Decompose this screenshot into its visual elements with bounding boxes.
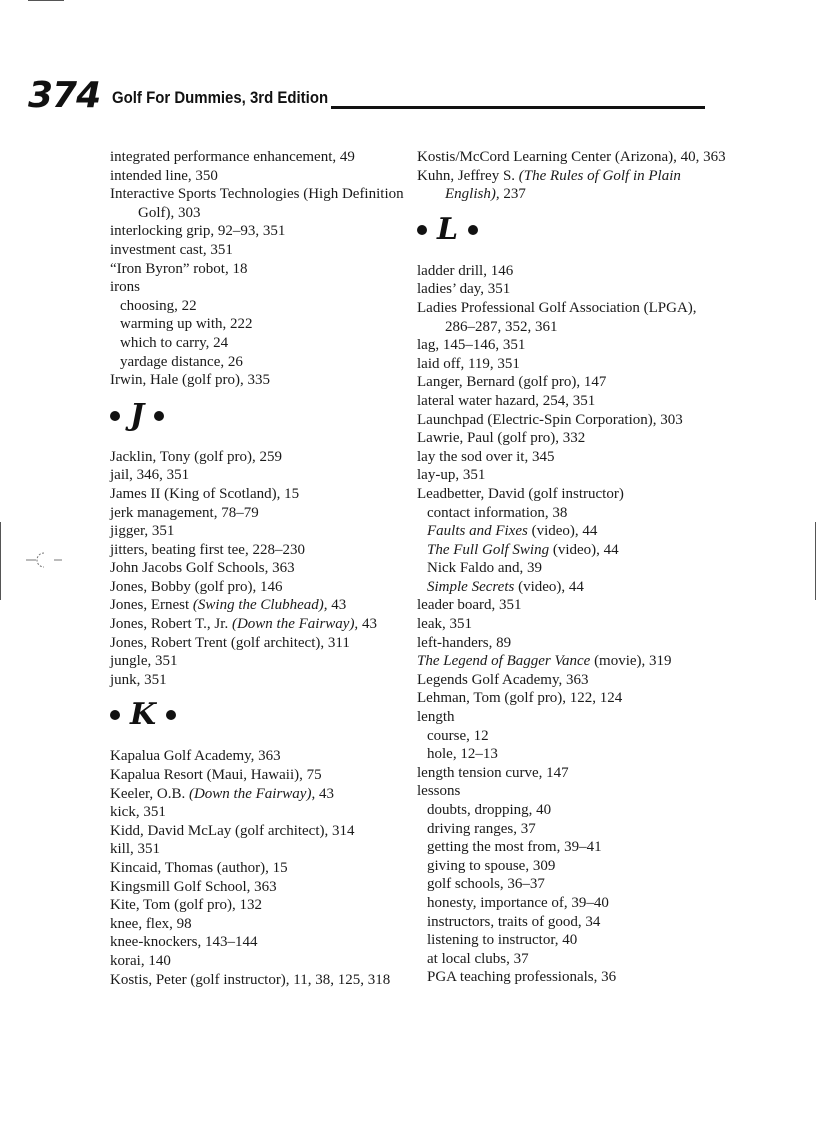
index-entry: Leadbetter, David (golf instructor) [417,485,624,502]
index-subentry: course, 12 [427,727,489,744]
bullet-icon [110,411,120,421]
index-entry: Jones, Robert Trent (golf architect), 311 [110,634,350,651]
index-subentry: Nick Faldo and, 39 [427,560,542,577]
index-subentry: listening to instructor, 40 [427,932,578,949]
index-subentry: Faults and Fixes (video), 44 [427,523,598,540]
index-entry: Legends Golf Academy, 363 [417,671,589,688]
index-entry: kill, 351 [110,841,161,858]
index-entry: lay the sod over it, 345 [417,448,555,465]
index-subentry: doubts, dropping, 40 [427,802,552,818]
index-subentry: The Full Golf Swing (video), 44 [427,541,619,558]
section-heading-l [417,206,717,254]
section-letter: J [130,397,145,433]
index-entry: Kidd, David McLay (golf architect), 314 [110,822,355,839]
index-entry: Keeler, O.B. (Down the Fairway), 43 [110,785,334,802]
index-entry: jigger, 351 [110,523,175,540]
index-entry: ladies’ day, 351 [417,281,511,298]
index-subentry: instructors, traits of good, 34 [427,913,601,930]
index-subentry: choosing, 22 [120,297,197,314]
section-letter: K [130,697,157,733]
index-entry: Ladies Professional Golf Association (LPGA), 286–287, 352, 361 [417,299,697,335]
index-entry: jerk management, 78–79 [110,504,259,521]
index-entry: length tension curve, 147 [417,764,569,781]
page-header [28,76,708,116]
index-entry: jungle, 351 [110,653,178,670]
index-entry: Launchpad (Electric-Spin Corporation), 303 [417,411,683,428]
index-entry: Lawrie, Paul (golf pro), 332 [417,430,586,447]
bullet-icon [468,225,478,235]
crop-mark-top [28,0,64,1]
bullet-icon [154,411,164,421]
crop-mark-left [0,522,1,600]
index-entry: left-handers, 89 [417,634,512,651]
index-entry: “Iron Byron” robot, 18 [110,260,248,277]
index-entry: Kapalua Golf Academy, 363 [110,748,281,765]
index-subentry: hole, 12–13 [427,746,498,763]
index-entry: irons [110,279,140,296]
registration-mark-icon [24,548,64,572]
index-entry: jail, 346, 351 [110,467,190,484]
index-column-left [110,148,410,989]
index-entry: lessons [417,783,461,800]
index-entry: Kuhn, Jeffrey S. (The Rules of Golf in Plain English), 237 [417,167,681,203]
index-entry: integrated performance enhancement, 49 [110,149,355,165]
index-subentry: yardage distance, 26 [120,353,243,370]
index-entry: Lehman, Tom (golf pro), 122, 124 [417,690,623,707]
index-subentry: warming up with, 222 [120,316,253,333]
index-subentry: Simple Secrets (video), 44 [427,578,584,595]
index-entry: interlocking grip, 92–93, 351 [110,223,286,240]
index-subentry: getting the most from, 39–41 [427,839,602,856]
index-entry: The Legend of Bagger Vance (movie), 319 [417,653,672,670]
index-entry: korai, 140 [110,952,171,969]
index-entry: jitters, beating first tee, 228–230 [110,541,305,558]
index-entry: lag, 145–146, 351 [417,337,526,354]
index-entry: Kingsmill Golf School, 363 [110,878,277,895]
index-entry: Jones, Robert T., Jr. (Down the Fairway), 43 [110,616,377,633]
index-entry: lay-up, 351 [417,467,486,484]
index-entry: knee-knockers, 143–144 [110,934,258,951]
index-entry: laid off, 119, 351 [417,355,520,372]
index-subentry: honesty, importance of, 39–40 [427,894,609,911]
index-entry: length [417,709,455,726]
index-entry: investment cast, 351 [110,241,233,258]
index-subentry: golf schools, 36–37 [427,876,545,893]
index-entry: kick, 351 [110,804,166,821]
index-entry: Jacklin, Tony (golf pro), 259 [110,448,282,465]
index-entry: Interactive Sports Technologies (High Definition Golf), 303 [110,186,404,221]
index-subentry: contact information, 38 [427,504,568,521]
index-subentry: driving ranges, 37 [427,820,536,837]
index-column-right [417,148,726,987]
section-heading-j [110,392,410,440]
book-title: Golf For Dummies, 3rd Edition [112,88,329,107]
index-entry: intended line, 350 [110,167,218,184]
index-entry: James II (King of Scotland), 15 [110,485,300,502]
index-entry: leader board, 351 [417,597,522,614]
index-subentry: which to carry, 24 [120,334,229,351]
header-rule [331,106,705,109]
index-entry: Kincaid, Thomas (author), 15 [110,860,288,876]
index-entry: lateral water hazard, 254, 351 [417,392,596,409]
bullet-icon [417,225,427,235]
index-entry: junk, 351 [110,671,167,688]
index-entry: ladder drill, 146 [417,262,514,279]
index-entry: Langer, Bernard (golf pro), 147 [417,374,607,391]
section-letter: L [437,211,459,247]
index-entry: leak, 351 [417,616,472,633]
index-entry: Irwin, Hale (golf pro), 335 [110,372,270,389]
index-subentry: PGA teaching professionals, 36 [427,969,617,986]
index-entry: Jones, Bobby (golf pro), 146 [110,578,283,595]
index-subentry: at local clubs, 37 [427,950,529,967]
page-number: 374 [28,75,101,116]
bullet-icon [110,710,120,720]
index-entry: Kostis, Peter (golf instructor), 11, 38, 125, 318 [110,971,391,988]
index-entry: knee, flex, 98 [110,915,192,932]
index-entry: Kite, Tom (golf pro), 132 [110,897,262,914]
index-entry: Kostis/McCord Learning Center (Arizona), 40, 363 [417,149,726,165]
index-entry: Kapalua Resort (Maui, Hawaii), 75 [110,767,322,784]
index-entry: John Jacobs Golf Schools, 363 [110,560,295,577]
index-entry: Jones, Ernest (Swing the Clubhead), 43 [110,597,347,614]
section-heading-k [110,691,410,739]
bullet-icon [166,710,176,720]
index-subentry: giving to spouse, 309 [427,857,556,874]
